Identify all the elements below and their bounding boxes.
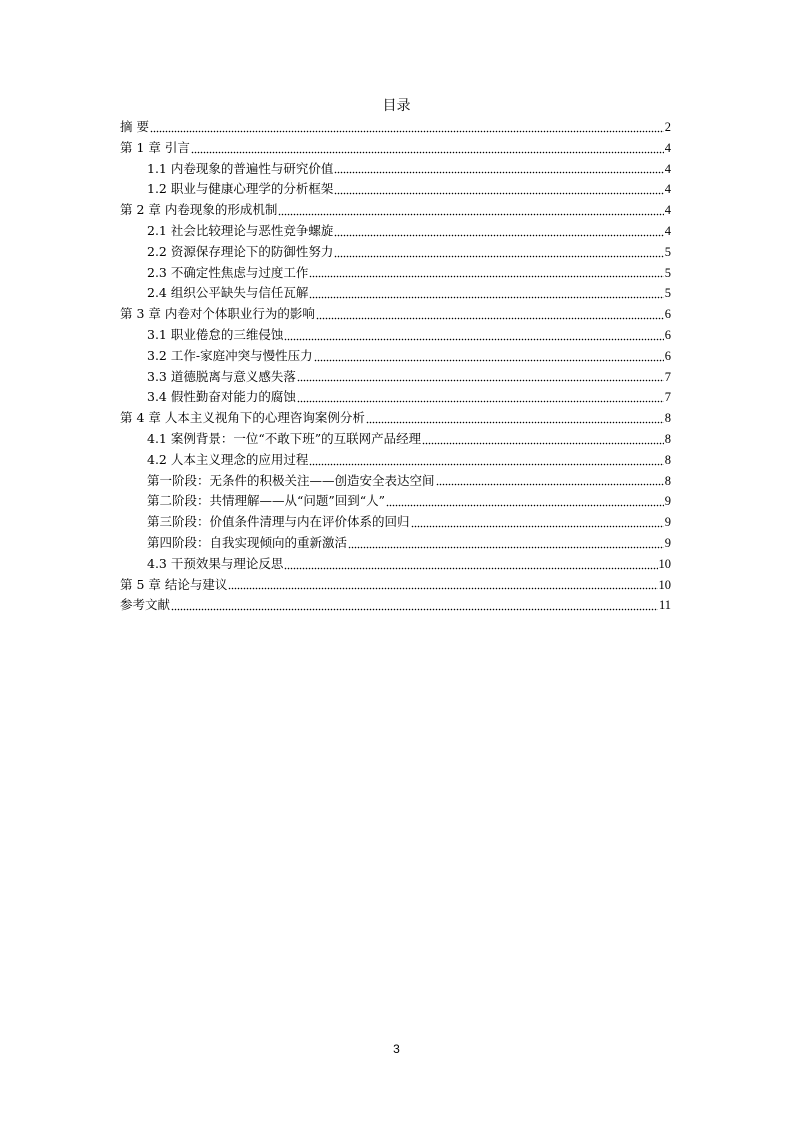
toc-entry-label: 3.2 工作-家庭冲突与慢性压力 [147,347,313,363]
toc-entry-label: 2.3 不确定性焦虑与过度工作 [147,264,309,280]
toc-entry-page: 6 [664,348,671,363]
toc-entry[interactable] [120,179,671,200]
toc-entry-label: 第三阶段：价值条件清理与内在评价体系的回归 [147,514,410,530]
toc-entry[interactable] [120,325,671,346]
toc-leader-dots [334,183,663,195]
toc-leader-dots [284,329,663,341]
toc-entry[interactable] [120,387,671,408]
toc-entry-page: 4 [664,161,671,176]
toc-entry[interactable] [120,408,671,429]
toc-entry-label: 4.2 人本主义理念的应用过程 [147,451,309,467]
toc-entry-page: 7 [664,390,671,405]
toc-leader-dots [191,142,664,154]
toc-entry[interactable] [120,263,671,284]
toc-title: 目录 [382,98,411,114]
toc-entry[interactable] [120,200,671,221]
toc-entry[interactable] [120,471,671,492]
toc-entry-page: 6 [664,307,671,322]
toc-leader-dots [309,454,663,466]
table-of-contents [120,117,671,616]
toc-leader-dots [334,246,663,258]
toc-entry-label: 第一阶段：无条件的积极关注——创造安全表达空间 [147,472,435,488]
toc-leader-dots [150,121,664,133]
toc-entry[interactable] [120,533,671,554]
toc-leader-dots [297,391,664,403]
toc-leader-dots [314,350,664,362]
toc-entry-page: 10 [658,577,671,592]
toc-entry[interactable] [120,367,671,388]
toc-entry-label: 1.1 内卷现象的普遍性与研究价值 [147,160,334,176]
toc-entry-page: 4 [664,223,671,238]
toc-entry-page: 9 [664,494,671,509]
toc-entry-label: 4.3 干预效果与理论反思 [147,555,284,571]
toc-entry[interactable] [120,242,671,263]
toc-leader-dots [309,266,663,278]
toc-entry-label: 3.3 道德脱离与意义感失落 [147,368,296,384]
toc-leader-dots [309,287,663,299]
toc-entry-label: 3.1 职业倦怠的三维侵蚀 [147,326,284,342]
toc-entry[interactable] [120,346,671,367]
toc-entry-page: 9 [664,535,671,550]
toc-leader-dots [171,599,658,611]
toc-leader-dots [366,412,664,424]
toc-entry-label: 第二阶段：共情理解——从“问题”回到“人” [147,493,386,509]
toc-entry-label: 摘 要 [120,119,149,134]
toc-entry-label: 第 4 章 人本主义视角下的心理咨询案例分析 [120,410,365,426]
toc-leader-dots [422,433,664,445]
toc-leader-dots [436,474,664,486]
toc-leader-dots [386,495,664,507]
toc-entry-page: 2 [664,120,671,134]
toc-leader-dots [348,537,664,549]
toc-entry-label: 第 3 章 内卷对个体职业行为的影响 [120,306,315,322]
toc-leader-dots [316,308,664,320]
toc-entry-page: 8 [664,473,671,488]
toc-entry[interactable] [120,138,671,159]
toc-entry-page: 4 [664,140,671,155]
toc-entry[interactable] [120,491,671,512]
toc-entry-label: 1.2 职业与健康心理学的分析框架 [147,181,334,197]
toc-leader-dots [228,578,657,590]
toc-leader-dots [278,204,663,216]
page-number: 3 [393,1042,400,1056]
toc-entry[interactable] [120,221,671,242]
toc-entry-page: 7 [664,369,671,384]
toc-entry[interactable] [120,554,671,575]
toc-entry-page: 4 [664,182,671,197]
toc-entry-page: 10 [658,556,671,571]
toc-entry-page: 5 [664,286,671,301]
toc-entry-page: 4 [664,203,671,218]
toc-entry-page: 8 [664,411,671,426]
toc-entry-page: 5 [664,265,671,280]
toc-leader-dots [297,370,664,382]
toc-entry[interactable] [120,283,671,304]
toc-entry[interactable] [120,512,671,533]
toc-entry-label: 4.1 案例背景：一位“不敢下班”的互联网产品经理 [147,430,422,446]
toc-entry-page: 6 [664,327,671,342]
toc-entry-label: 第 1 章 引言 [120,139,190,155]
toc-entry[interactable] [120,450,671,471]
toc-entry-page: 8 [664,452,671,467]
toc-entry-label: 2.1 社会比较理论与恶性竞争螺旋 [147,222,334,238]
toc-entry-label: 3.4 假性勤奋对能力的腐蚀 [147,389,296,405]
toc-entry-page: 8 [664,431,671,446]
toc-leader-dots [334,162,663,174]
toc-leader-dots [411,516,664,528]
toc-entry[interactable] [120,117,671,138]
toc-entry[interactable] [120,595,671,616]
toc-entry-page: 9 [664,515,671,530]
toc-entry[interactable] [120,304,671,325]
toc-entry[interactable] [120,159,671,180]
toc-entry-page: 5 [664,244,671,259]
toc-leader-dots [284,558,657,570]
toc-entry[interactable] [120,429,671,450]
toc-entry-label: 第四阶段：自我实现倾向的重新激活 [147,534,348,550]
toc-entry-label: 2.4 组织公平缺失与信任瓦解 [147,285,309,301]
toc-entry-page: 11 [658,598,671,613]
toc-entry-label: 2.2 资源保存理论下的防御性努力 [147,243,334,259]
toc-entry-label: 第 5 章 结论与建议 [120,576,228,592]
toc-leader-dots [334,225,663,237]
toc-entry[interactable] [120,575,671,596]
toc-entry-label: 第 2 章 内卷现象的形成机制 [120,202,278,218]
toc-entry-label: 参考文献 [120,597,171,613]
